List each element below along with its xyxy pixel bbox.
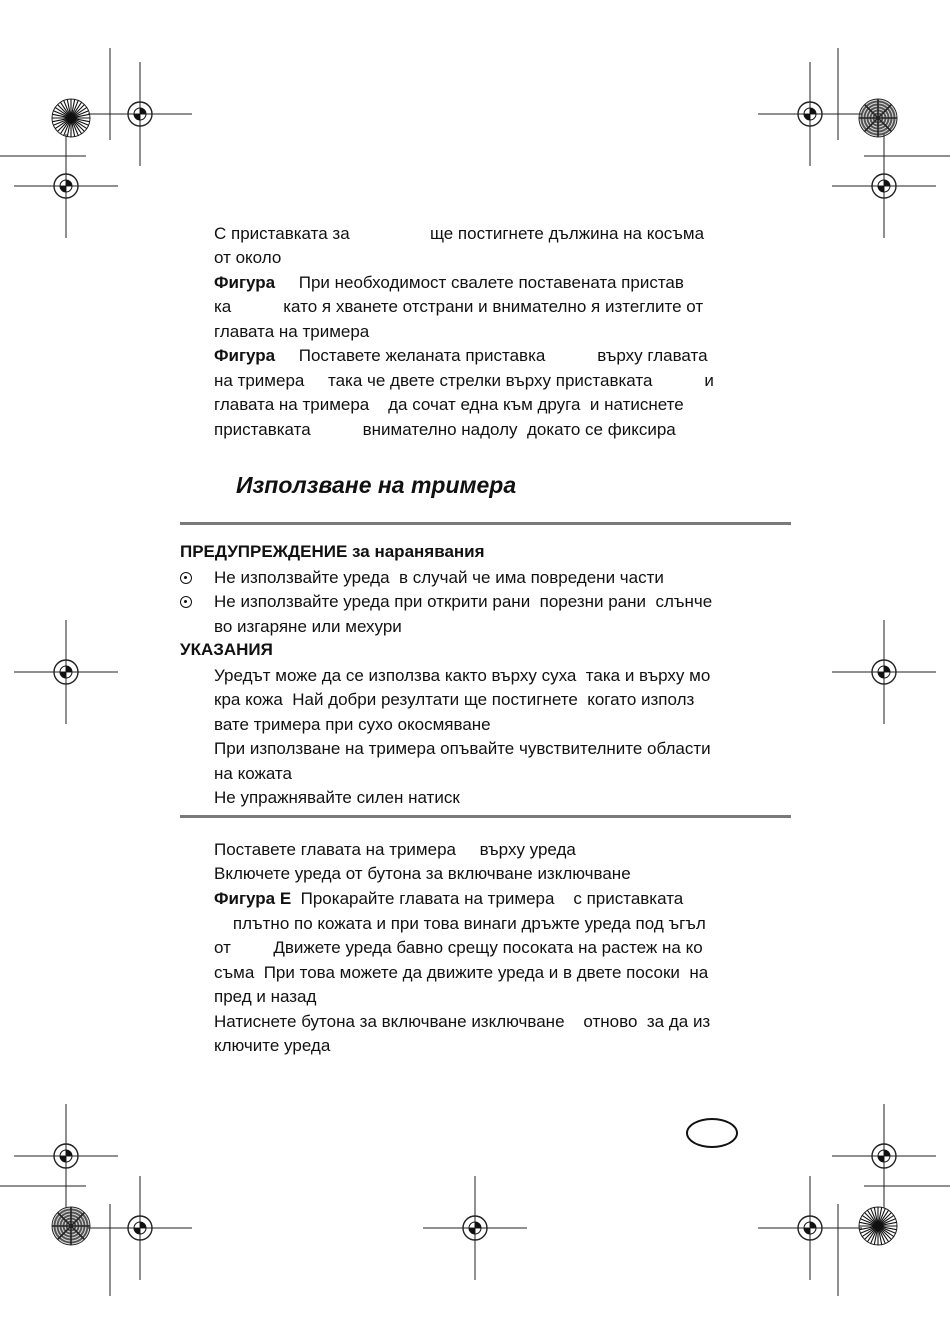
- divider: [180, 522, 791, 525]
- figure-text: ка като я хванете отстрани и внимателно я изтеглите от: [214, 297, 704, 316]
- figure-text: на тримера така че двете стрелки върху приставката и: [214, 371, 714, 390]
- bullet-icon: [180, 572, 192, 584]
- step-line: Включете уреда от бутона за включване изключване: [214, 864, 631, 883]
- step-line: плътно по кожата и при това винаги дръжте уреда под ъгъл: [214, 914, 706, 933]
- intro-line: от около: [214, 248, 282, 267]
- figure-label: Фигура: [214, 273, 276, 292]
- intro-line: С приставката за ще постигнете дължина на косъма: [214, 224, 705, 243]
- notes-line: При използване на тримера опъвайте чувствителните области: [214, 739, 711, 758]
- warning-title: ПРЕДУПРЕЖДЕНИЕ за наранявания: [180, 542, 485, 561]
- step-line: Натиснете бутона за включване изключване отново за да из: [214, 1012, 711, 1031]
- step-line: Поставете главата на тримера върху уреда: [214, 840, 576, 859]
- figure-text: приставката внимателно надолу докато се фиксира: [214, 420, 676, 439]
- warning-item: Не използвайте уреда при открити рани порезни рани слънче: [214, 592, 713, 611]
- figure-text: главата на тримера: [214, 322, 370, 341]
- step-line: съма При това можете да движите уреда и в двете посоки на: [214, 963, 709, 982]
- figure-label: Фигура: [214, 346, 276, 365]
- step-line: ключите уреда: [214, 1036, 331, 1055]
- notes-line: на кожата: [214, 764, 292, 783]
- warning-item: Не използвайте уреда в случай че има повредени части: [214, 568, 664, 587]
- warning-item: во изгаряне или мехури: [214, 617, 402, 636]
- figure-paragraph: [214, 273, 684, 293]
- notes-line: вате тримера при сухо окосмяване: [214, 715, 491, 734]
- figure-text: Прокарайте главата на тримера с приставката: [291, 889, 684, 908]
- figure-paragraph: [214, 346, 708, 366]
- divider: [180, 815, 791, 818]
- figure-text: Поставете желаната приставка върху главата: [275, 346, 708, 365]
- notes-title: УКАЗАНИЯ: [180, 640, 273, 659]
- step-line: от Движете уреда бавно срещу посоката на растеж на ко: [214, 938, 703, 957]
- figure-paragraph: [214, 889, 683, 909]
- bullet-icon: [180, 596, 192, 608]
- figure-text: При необходимост свалете поставената пристав: [275, 273, 684, 292]
- notes-line: Не упражнявайте силен натиск: [214, 788, 460, 807]
- notes-line: Уредът може да се използва както върху суха така и върху мо: [214, 666, 711, 685]
- language-badge: [686, 1118, 738, 1148]
- notes-line: кра кожа Най добри резултати ще постигнете когато използ: [214, 690, 695, 709]
- figure-text: главата на тримера да сочат една към друга и натиснете: [214, 395, 684, 414]
- section-title: Използване на тримера: [236, 472, 517, 498]
- figure-label: Фигура Е: [214, 889, 292, 908]
- step-line: пред и назад: [214, 987, 317, 1006]
